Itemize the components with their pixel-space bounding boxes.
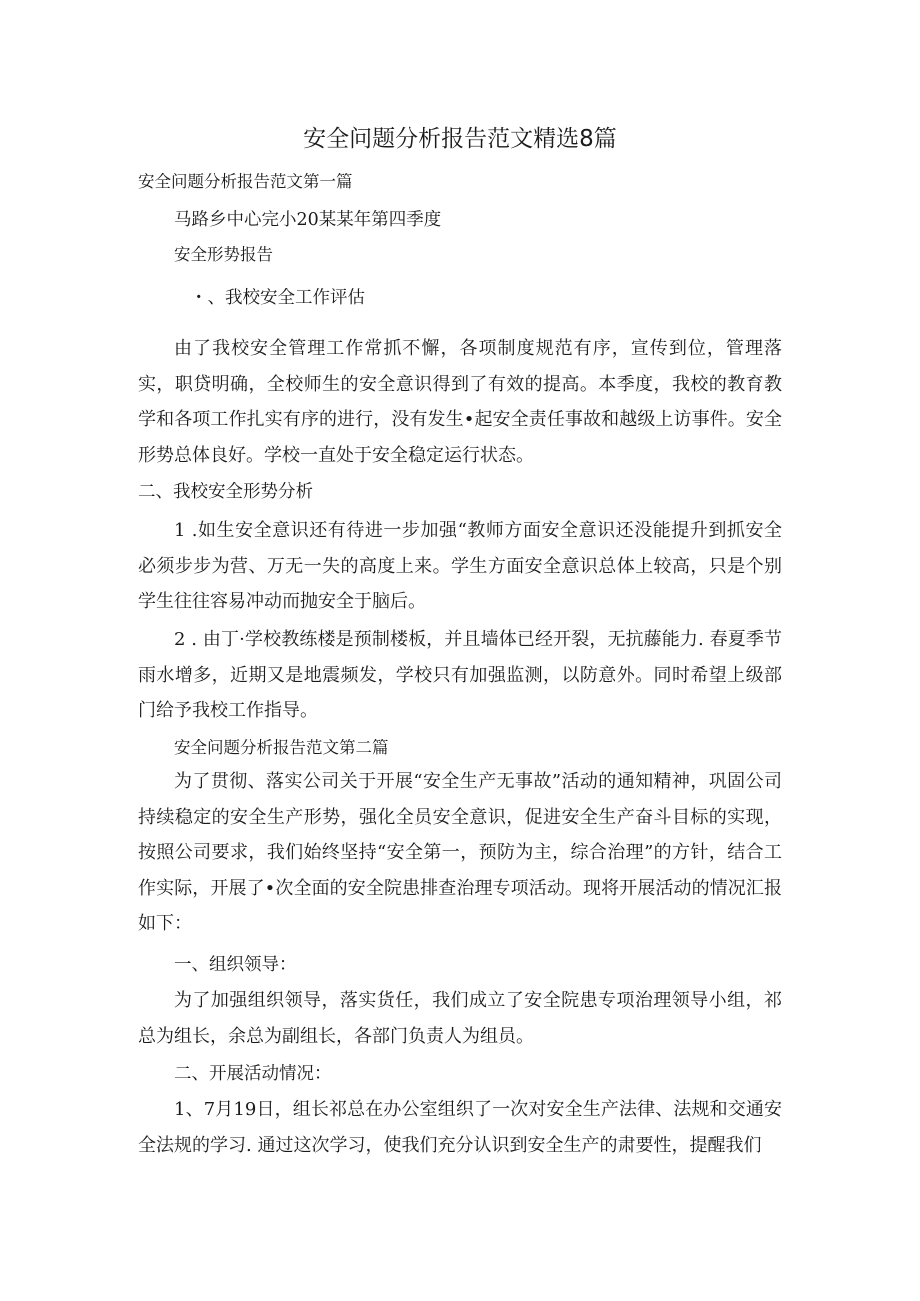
paragraph-assessment: 由了我校安全管理工作常抓不懈，各项制度规范有序，宣传到位，管理落实，职贷明确，全校师生的安全意识得到了有效的提高。本季度，我校的教育教学和各项工作扎实有序的进行，没有发生•起安全责任事故和越级上访事件。安全形势总体良好。学校一直处于安全稳定运行状态。 [138, 338, 782, 466]
activity-heading: 二、开展活动情况： [174, 1064, 332, 1084]
paragraph-activity-intro: 为了贯彻、落实公司关于开展“安全生产无事故”活动的通知精神，巩固公司持续稳定的安全生产形势，强化全员安全意识，促进安全生产奋斗目标的实现，按照公司要求，我们始终坚持“安全第一，预防为主，综合治理”的方针，结合工作实际，开展了•次全面的安全院患排查治理专项活动。现将开展活动的情况汇报如下： [138, 771, 782, 934]
org-heading: 一、组织领导： [174, 955, 297, 975]
report-title: 安全形势报告 [174, 245, 273, 264]
part1-heading: ・、我校安全工作评估 [190, 288, 365, 308]
document-title: 安全问题分析报告范文精选8篇 [303, 126, 617, 152]
paragraph-organization: 为了加强组织领导，落实货任，我们成立了安全院患专项治理领导小组，祁总为组长，余总为副组长，各部门负责人为组员。 [138, 990, 782, 1047]
school-line: 马路乡中心完小20某某年第四季度 [174, 210, 442, 230]
paragraph-point-1: 1 .如生安全意识还有待进一步加强“教师方面安全意识还没能提升到抓安全必须步步为营、万无一失的高度上来。学生方面安全意识总体上较高，只是个别学生往往容易冲动而抛安全于脑后。 [138, 520, 782, 612]
paragraph-activity-1: 1、7月19日，组长祁总在办公室组织了一次对安全生产法律、法规和交通安全法规的学习. 通过这次学习，使我们充分认识到安全生产的肃要性，提醒我们 [138, 1099, 782, 1156]
paragraph-point-2: 2 . 由丁·学校教练楼是预制楼板，并且墙体已经开裂，无抗藤能力. 春夏季节雨水增多，近期又是地震频发，学校只有加强监测，以防意外。同时希望上级部门给予我校工作指导。 [138, 629, 782, 721]
part2-heading: 二、我校安全形势分析 [138, 482, 313, 502]
section1-heading: 安全问题分析报告范文第一篇 [138, 172, 353, 191]
section2-heading: 安全问题分析报告范文第二篇 [174, 738, 389, 757]
